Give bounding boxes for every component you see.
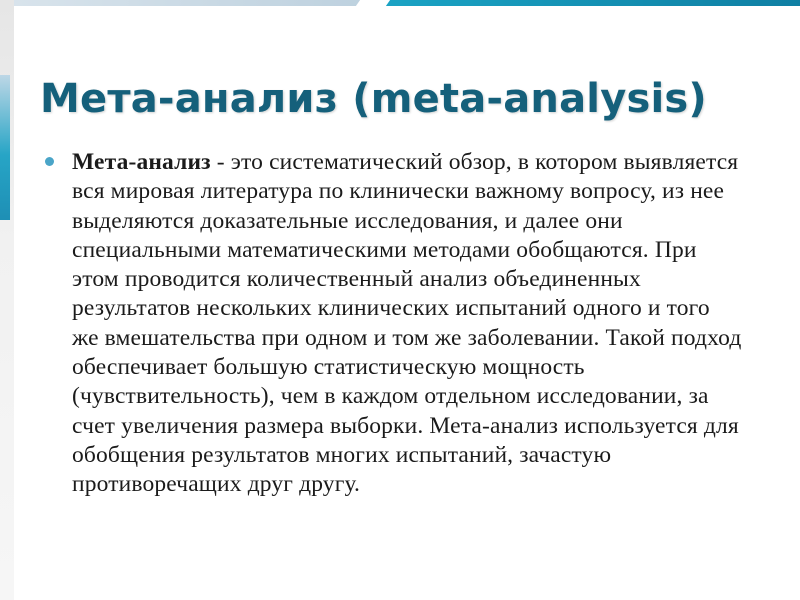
bullet-body-text: - это систематический обзор, в котором выявляется вся мировая литература по клинически важному вопросу, из нее выделяются доказательные исследования, и далее они специальными математическими методами обобщаются. При этом проводится количественный анализ объединенных результатов нескольких клинических испытаний одного и того же вмешательства при одном и том же заболевании. Такой подход обеспечивает большую статистическую мощность (чувствительность), чем в каждом отдельном исследовании, за счет увеличения размера выборки. Мета-анализ используется для обобщения результатов многих испытаний, зачастую противоречащих друг другу. <box>72 149 742 498</box>
left-decorative-band <box>0 0 14 600</box>
slide-title: Мета-анализ (meta-analysis) <box>40 76 707 122</box>
slide-body <box>42 148 742 500</box>
top-band-separator <box>356 0 390 6</box>
bullet-dot-icon <box>45 157 54 166</box>
bullet-item <box>42 148 742 500</box>
top-band-accent-blue <box>385 0 800 6</box>
top-band-accent-light <box>0 0 385 6</box>
left-band-accent <box>0 75 10 220</box>
top-decorative-band <box>0 0 800 6</box>
bullet-paragraph <box>72 148 742 500</box>
bullet-term: Мета-анализ <box>72 149 211 175</box>
